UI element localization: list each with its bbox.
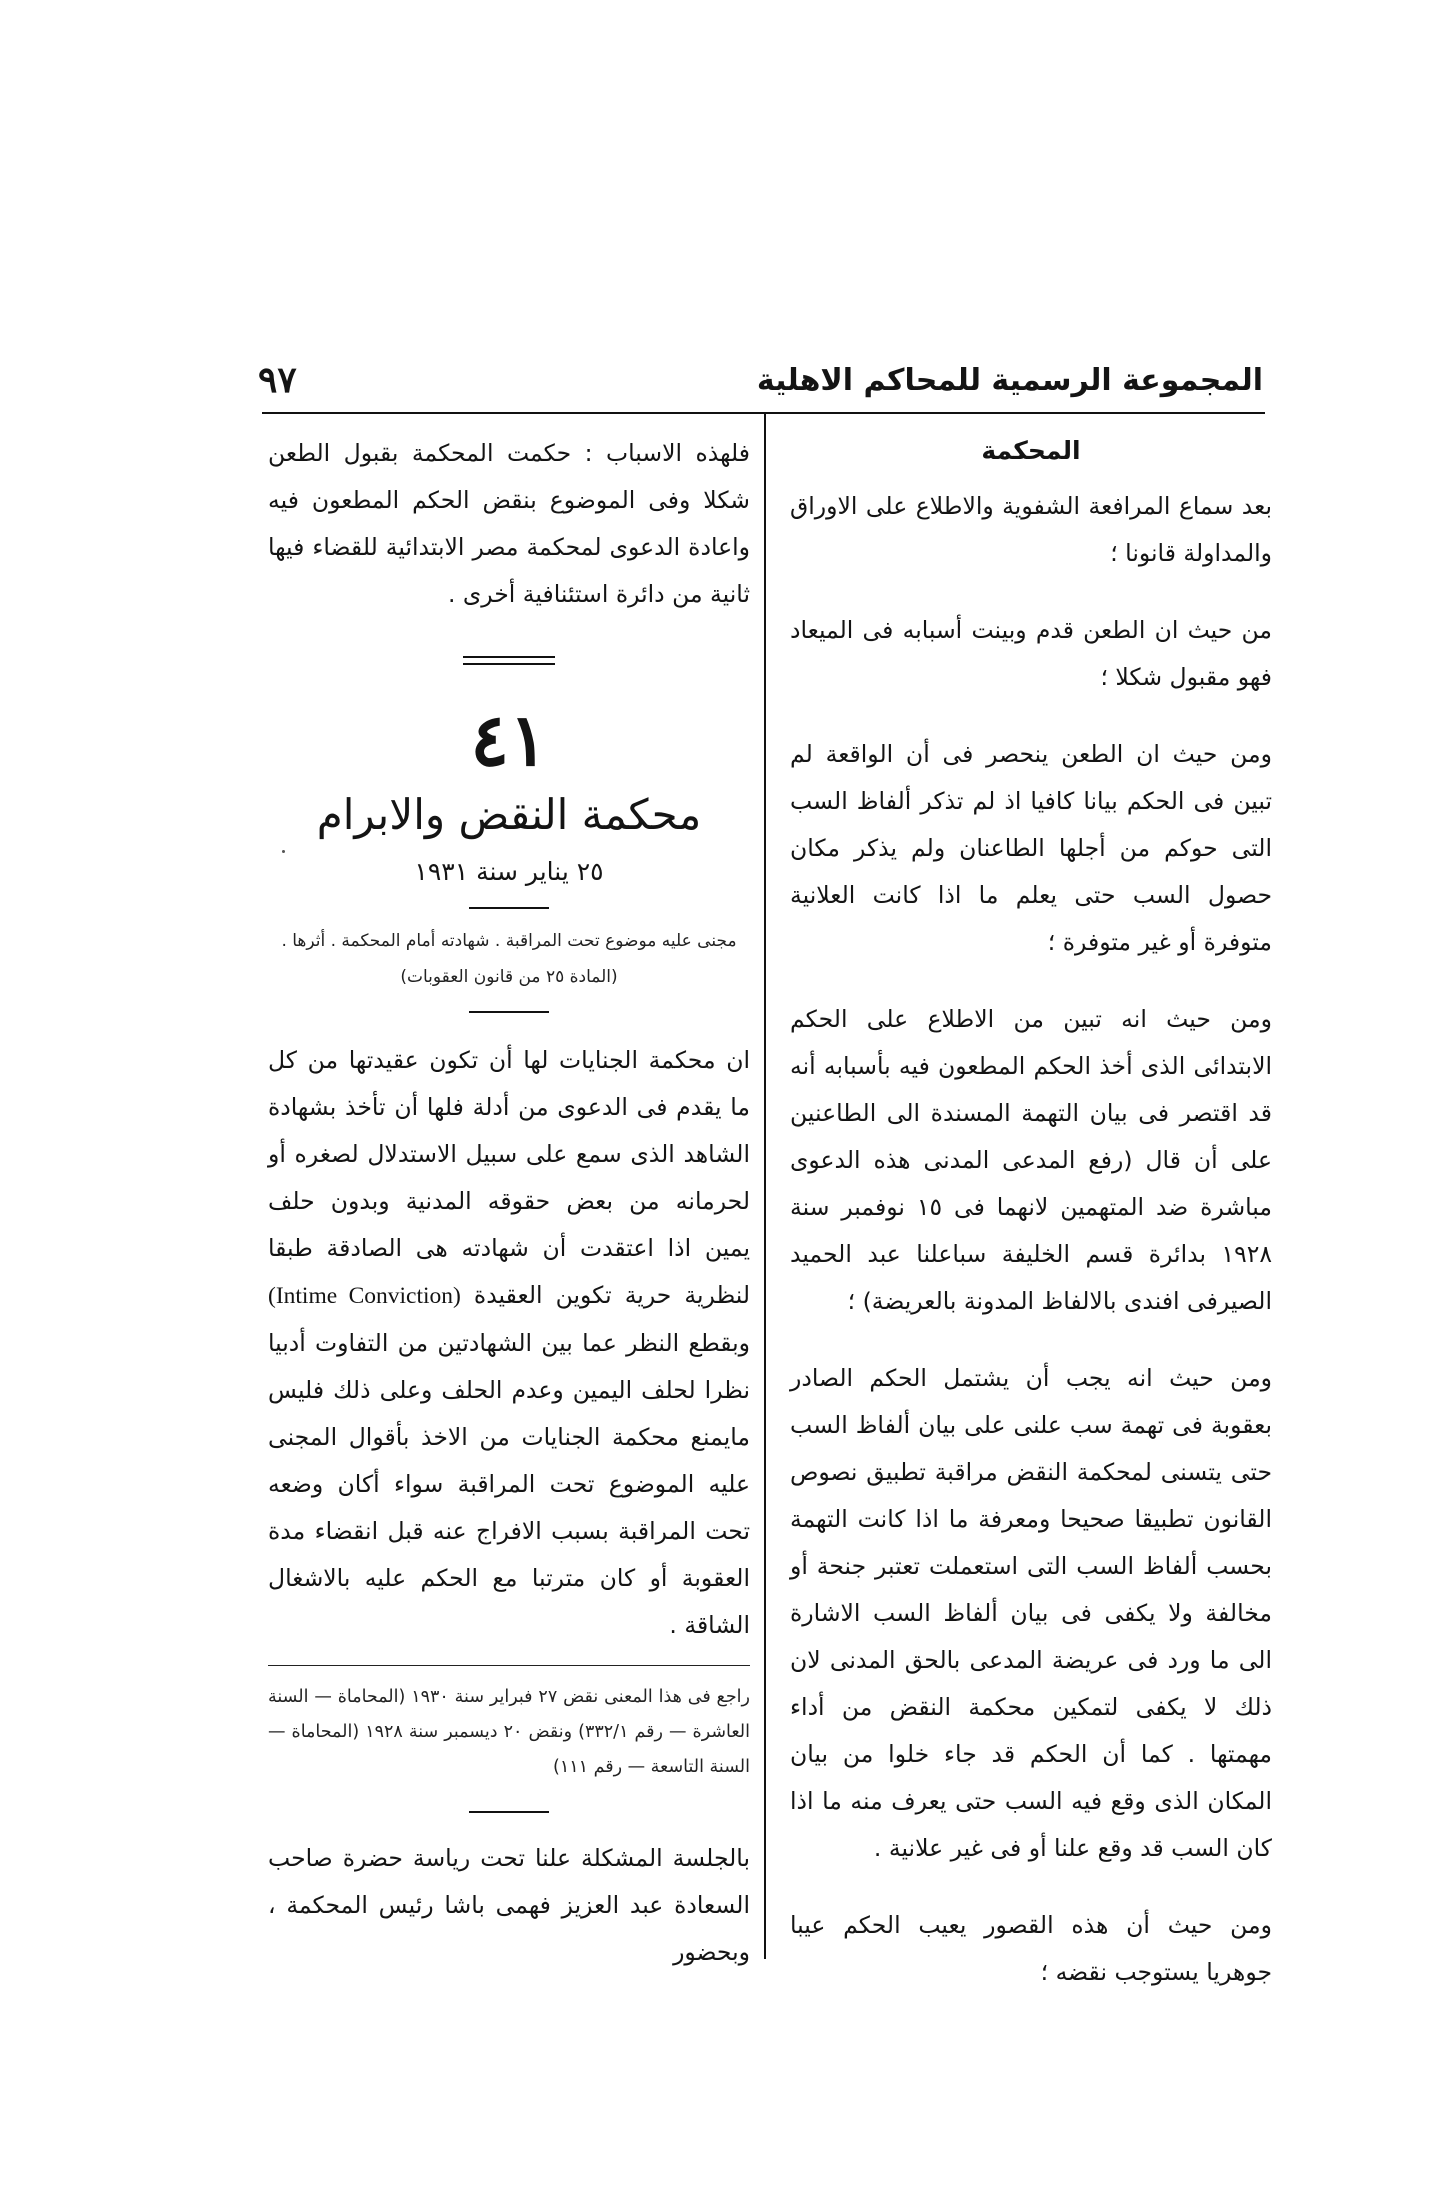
divider [469, 907, 549, 909]
paragraph: ومن حيث ان الطعن ينحصر فى أن الواقعة لم تبين فى الحكم بيانا كافيا اذ لم تذكر ألفاظ السب التى حوكم من أجلها الطاعنان ولم يذكر مكان حصول السب حتى يعلم ما اذا كانت العلانية متوفرة أو غير متوفرة ؛ [790, 740, 1272, 956]
column-divider [764, 414, 766, 1959]
headnote-reference: (المادة ٢٥ من قانون العقوبات) [400, 967, 618, 987]
case-date: ٢٥ يناير سنة ١٩٣١ [414, 857, 604, 886]
latin-term: (Intime Conviction) [268, 1283, 461, 1309]
divider [469, 1811, 549, 1813]
principle-text: ان محكمة الجنايات لها أن تكون عقيدتها من كل ما يقدم فى الدعوى من أدلة فلها أن تأخذ بشهادة الشاهد الذى سمع على سبيل الاستدلال لصغره أو لحرمانه من بعض حقوقه المدنية وبدون حلف يمين اذا اعتقدت أن شهادته هى الصادقة طبقا لنظرية حرية تكوين العقيدة [268, 1046, 750, 1309]
page-number: ٩٧ [258, 359, 297, 401]
headnote [268, 923, 750, 995]
session-paragraph: بالجلسة المشكلة علنا تحت رياسة حضرة صاحب السعادة عبد العزيز فهمى باشا رئيس المحكمة ، وبحضور [268, 1844, 750, 1966]
left-column [268, 430, 750, 1976]
divider [469, 1011, 549, 1013]
section-heading: المحكمة [981, 436, 1081, 465]
right-column [790, 430, 1272, 1996]
section-separator [463, 656, 555, 665]
paragraph: ومن حيث انه تبين من الاطلاع على الحكم الابتدائى الذى أخذ الحكم المطعون فيه بأسبابه أنه قد اقتصر فى بيان التهمة المسندة الى الطاعنين على أن قال (رفع المدعى المدنى هذه الدعوى مباشرة ضد المتهمين لانهما فى ١٥ نوفمبر سنة ١٩٢٨ بدائرة قسم الخليفة سباعلنا عبد الحميد الصيرفى افندى بالالفاظ المدونة بالعريضة) ؛ [790, 1005, 1272, 1315]
footnote-rule [268, 1665, 750, 1666]
court-name: محكمة النقض والابرام [316, 790, 702, 839]
judgment-operative-paragraph: فلهذه الاسباب : حكمت المحكمة بقبول الطعن شكلا وفى الموضوع بنقض الحكم المطعون فيه واعادة الدعوى لمحكمة مصر الابتدائية للقضاء فيها ثانية من دائرة استئنافية أخرى . [268, 439, 750, 608]
paragraph: ومن حيث انه يجب أن يشتمل الحكم الصادر بعقوبة فى تهمة سب علنى على بيان ألفاظ السب حتى يتسنى لمحكمة النقض مراقبة تطبيق نصوص القانون تطبيقا صحيحا ومعرفة ما اذا كانت التهمة بحسب ألفاظ السب التى استعملت تعتبر جنحة أو مخالفة ولا يكفى فى بيان ألفاظ السب الاشارة الى ما ورد فى عريضة المدعى بالحق المدنى لان ذلك لا يكفى لتمكين محكمة النقض من أداء مهمتها . كما أن الحكم قد جاء خلوا من بيان المكان الذى وقع فيه السب حتى يعرف منه ما اذا كان السب قد وقع علنا أو فى غير علانية . [790, 1364, 1272, 1862]
footnote: راجع فى هذا المعنى نقض ٢٧ فبراير سنة ١٩٣٠ (المحاماة — السنة العاشرة — رقم ٣٣٢/١) ونقض ٢٠ ديسمبر سنة ١٩٢٨ (المحاماة — السنة التاسعة — رقم ١١١) [268, 1687, 751, 1777]
paragraph: من حيث ان الطعن قدم وبينت أسبابه فى الميعاد فهو مقبول شكلا ؛ [790, 616, 1272, 691]
paragraph: ومن حيث أن هذه القصور يعيب الحكم عيبا جوهريا يستوجب نقضه ؛ [790, 1911, 1272, 1986]
paragraph: بعد سماع المرافعة الشفوية والاطلاع على الاوراق والمداولة قانونا ؛ [790, 492, 1272, 567]
principle-paragraph [268, 1037, 750, 1649]
running-title: المجموعة الرسمية للمحاكم الاهلية [756, 362, 1263, 398]
case-number: ٤١ [470, 697, 548, 782]
principle-text-continued: وبقطع النظر عما بين الشهادتين من التفاوت أدبيا نظرا لحلف اليمين وعدم الحلف وعلى ذلك فليس مايمنع محكمة الجنايات من الاخذ بأقوال المجنى عليه الموضوع تحت المراقبة سواء أكان وضعه تحت المراقبة بسبب الافراج عنه قبل انقضاء مدة العقوبة أو كان مترتبا مع الحكم عليه بالاشغال الشاقة . [268, 1329, 750, 1639]
headnote-line: مجنى عليه موضوع تحت المراقبة . شهادته أمام المحكمة . أثرها . [281, 931, 737, 951]
page-header [258, 352, 1263, 408]
